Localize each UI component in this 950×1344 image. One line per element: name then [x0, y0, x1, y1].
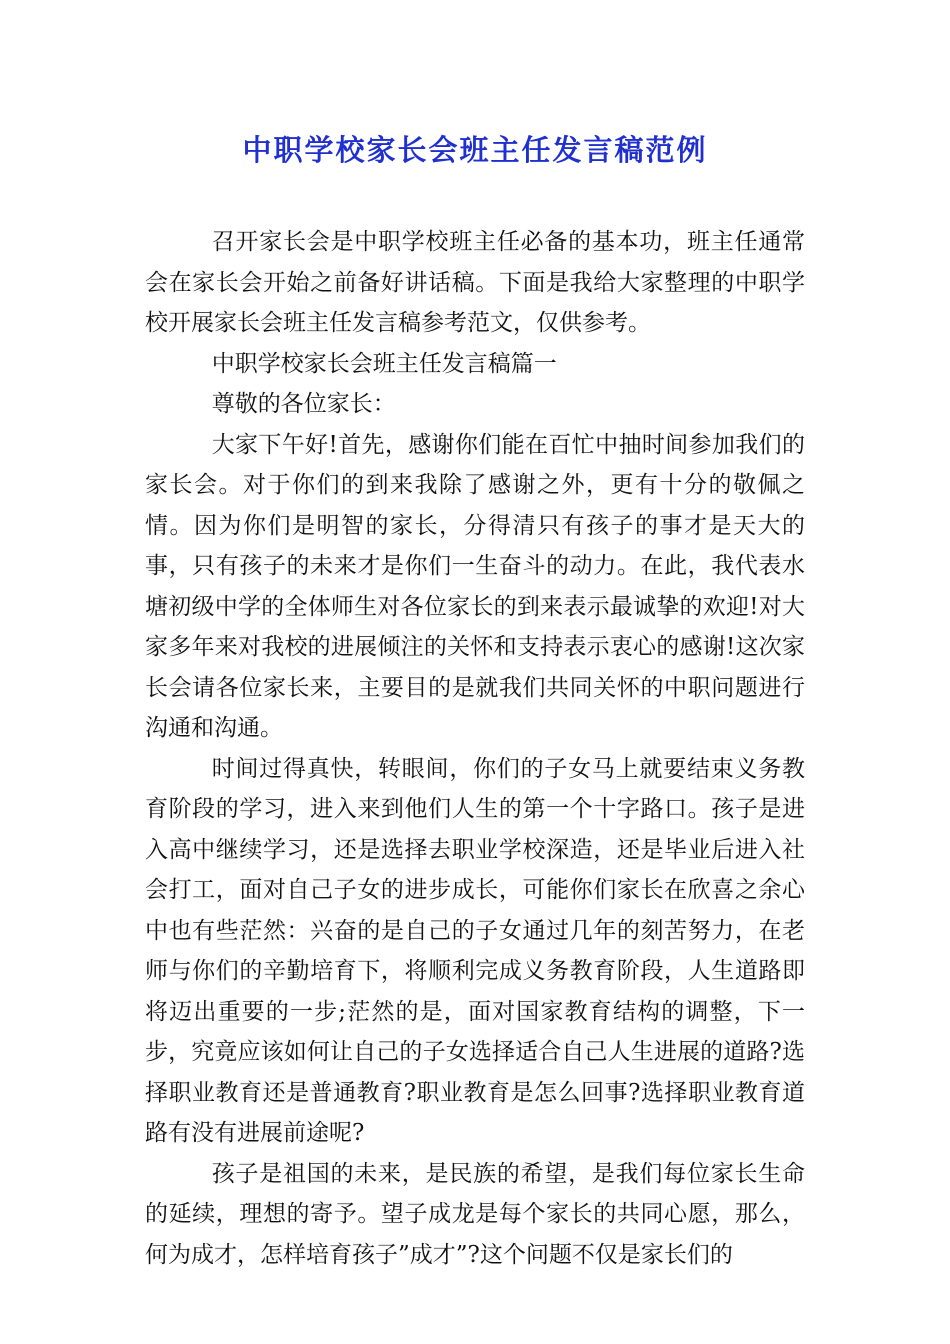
document-body	[145, 222, 805, 1275]
body-paragraph: 大家下午好!首先，感谢你们能在百忙中抽时间参加我们的家长会。对于你们的到来我除了感谢之外，更有十分的敬佩之情。因为你们是明智的家长，分得清只有孩子的事才是天大的事，只有孩子的未来才是你们一生奋斗的动力。在此，我代表水塘初级中学的全体师生对各位家长的到来表示最诚挚的欢迎!对大家多年来对我校的进展倾注的关怀和支持表示衷心的感谢!这次家长会请各位家长来，主要目的是就我们共同关怀的中职问题进行沟通和沟通。	[145, 431, 805, 741]
salutation: 尊敬的各位家长：	[211, 391, 396, 417]
body-paragraph: 孩子是祖国的未来，是民族的希望，是我们每位家长生命的延续，理想的寄予。望子成龙是每个家长的共同心愿，那么，何为成才，怎样培育孩子”成才”?这个问题不仅是家长们的	[145, 1160, 805, 1268]
body-paragraph: 时间过得真快，转眼间，你们的子女马上就要结束义务教育阶段的学习，进入来到他们人生的第一个十字路口。孩子是进入高中继续学习，还是选择去职业学校深造，还是毕业后进入社会打工，面对自己子女的进步成长，可能你们家长在欣喜之余心中也有些茫然：兴奋的是自己的子女通过几年的刻苦努力，在老师与你们的辛勤培育下，将顺利完成义务教育阶段，人生道路即将迈出重要的一步;茫然的是，面对国家教育结构的调整，下一步，究竟应该如何让自己的子女选择适合自己人生进展的道路?选择职业教育还是普通教育?职业教育是怎么回事?选择职业教育道路有没有进展前途呢?	[145, 755, 805, 1146]
document-title: 中职学校家长会班主任发言稿范例	[242, 133, 708, 167]
intro-paragraph: 召开家长会是中职学校班主任必备的基本功，班主任通常会在家长会开始之前备好讲话稿。下面是我给大家整理的中职学校开展家长会班主任发言稿参考范文，仅供参考。	[145, 229, 805, 336]
section-heading: 中职学校家长会班主任发言稿篇一	[211, 350, 557, 377]
